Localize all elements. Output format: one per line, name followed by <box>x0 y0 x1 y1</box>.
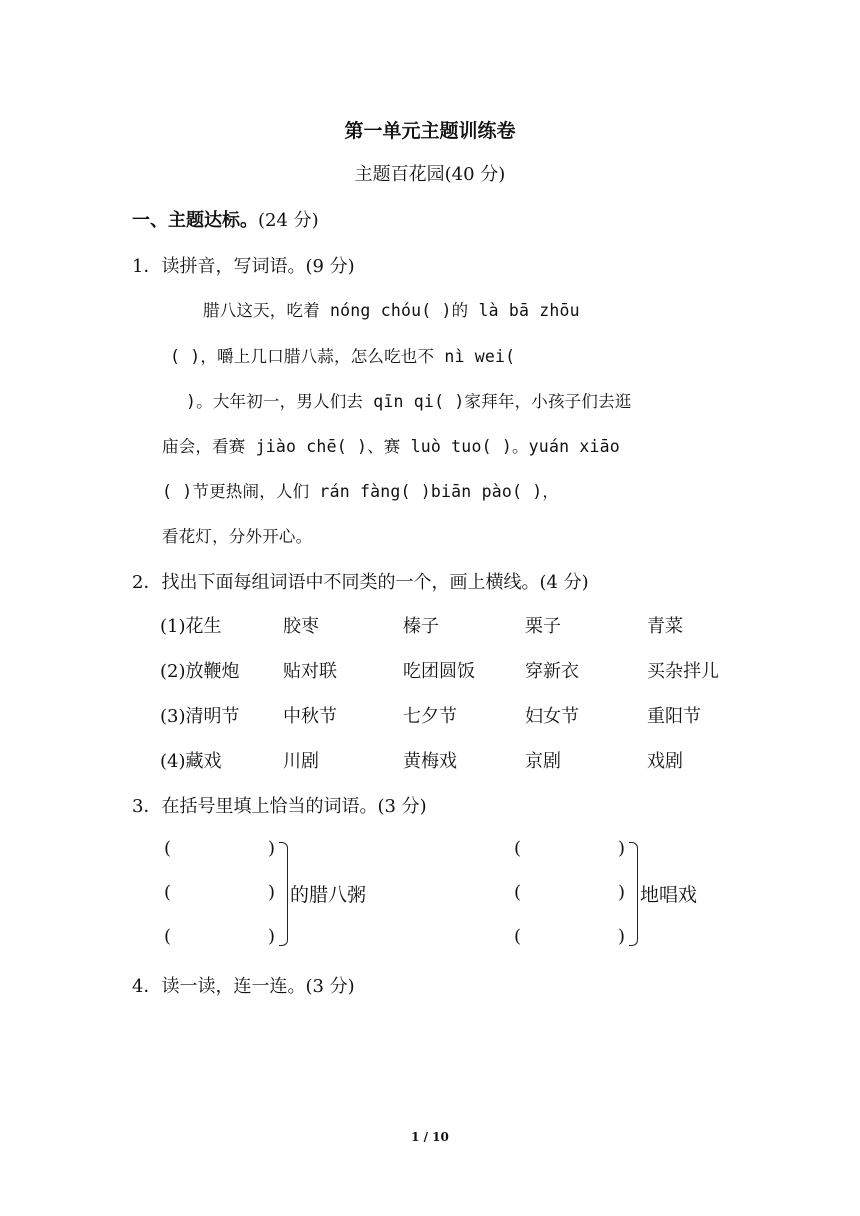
q1-line-3: )。大年初一，男人们去 qīn qi( )家拜年，小孩子们去逛 <box>186 392 632 411</box>
blank-open-paren: ( <box>164 882 172 903</box>
question-2-label: 2．找出下面每组词语中不同类的一个，画上横线。(4 分) <box>132 572 589 593</box>
q2-row1-word4: 栗子 <box>525 616 561 637</box>
q2-row2-word2: 贴对联 <box>283 661 337 682</box>
q1-line-5: ( )节更热闹，人们 rán fàng( )biān pào( )， <box>162 482 560 501</box>
blank-open-paren: ( <box>164 926 172 947</box>
q2-row3-word1: (3)清明节 <box>160 706 240 727</box>
q2-row3-word2: 中秋节 <box>283 706 337 727</box>
blank-open-paren: ( <box>514 882 522 903</box>
q2-row4-word3: 黄梅戏 <box>403 751 457 772</box>
q2-row2-word1: (2)放鞭炮 <box>160 661 240 682</box>
left-brace <box>279 842 288 946</box>
left-target-phrase: 的腊八粥 <box>290 884 367 906</box>
section-label: 一、主题达标。 <box>132 210 258 231</box>
question-4-label: 4．读一读，连一连。(3 分) <box>132 976 355 997</box>
q2-row2-word3: 吃团圆饭 <box>403 661 475 682</box>
q1-line-2: ( )，嚼上几口腊八蒜，怎么吃也不 nì wei( <box>170 347 516 366</box>
blank-close-paren: ) <box>268 926 276 947</box>
q1-line-1: 腊八这天，吃着 nóng chóu( )的 là bā zhōu <box>203 301 580 320</box>
blank-close-paren: ) <box>618 838 626 859</box>
blank-open-paren: ( <box>514 838 522 859</box>
blank-open-paren: ( <box>164 838 172 859</box>
blank-close-paren: ) <box>268 882 276 903</box>
q2-row2-word5: 买杂拌儿 <box>647 661 719 682</box>
question-3-label: 3．在括号里填上恰当的词语。(3 分) <box>132 796 427 817</box>
q2-row1-word2: 胶枣 <box>283 616 319 637</box>
question-1-label: 1．读拼音，写词语。(9 分) <box>132 256 355 277</box>
section-heading <box>132 206 319 232</box>
q2-row1-word5: 青菜 <box>647 616 683 637</box>
q1-line-6: 看花灯，分外开心。 <box>162 527 313 546</box>
blank-close-paren: ) <box>618 882 626 903</box>
blank-open-paren: ( <box>514 926 522 947</box>
blank-close-paren: ) <box>268 838 276 859</box>
page-number: 1 / 10 <box>411 1130 449 1144</box>
q2-row2-word4: 穿新衣 <box>525 661 579 682</box>
page-title: 第一单元主题训练卷 <box>344 120 516 142</box>
blank-close-paren: ) <box>618 926 626 947</box>
q1-line-4: 庙会，看赛 jiào chē( )、赛 luò tuo( )。yuán xiāo <box>162 437 620 456</box>
q2-row4-word1: (4)藏戏 <box>160 751 222 772</box>
right-brace <box>629 842 638 946</box>
q2-row4-word5: 戏剧 <box>647 751 683 772</box>
q2-row1-word1: (1)花生 <box>160 616 222 637</box>
q2-row4-word2: 川剧 <box>283 751 319 772</box>
q2-row1-word3: 榛子 <box>403 616 439 637</box>
section-score: (24 分) <box>258 210 319 231</box>
page-subtitle: 主题百花园(40 分) <box>354 164 506 185</box>
right-target-phrase: 地唱戏 <box>640 884 698 906</box>
q2-row4-word4: 京剧 <box>525 751 561 772</box>
q2-row3-word4: 妇女节 <box>525 706 579 727</box>
q2-row3-word5: 重阳节 <box>647 706 701 727</box>
q2-row3-word3: 七夕节 <box>403 706 457 727</box>
